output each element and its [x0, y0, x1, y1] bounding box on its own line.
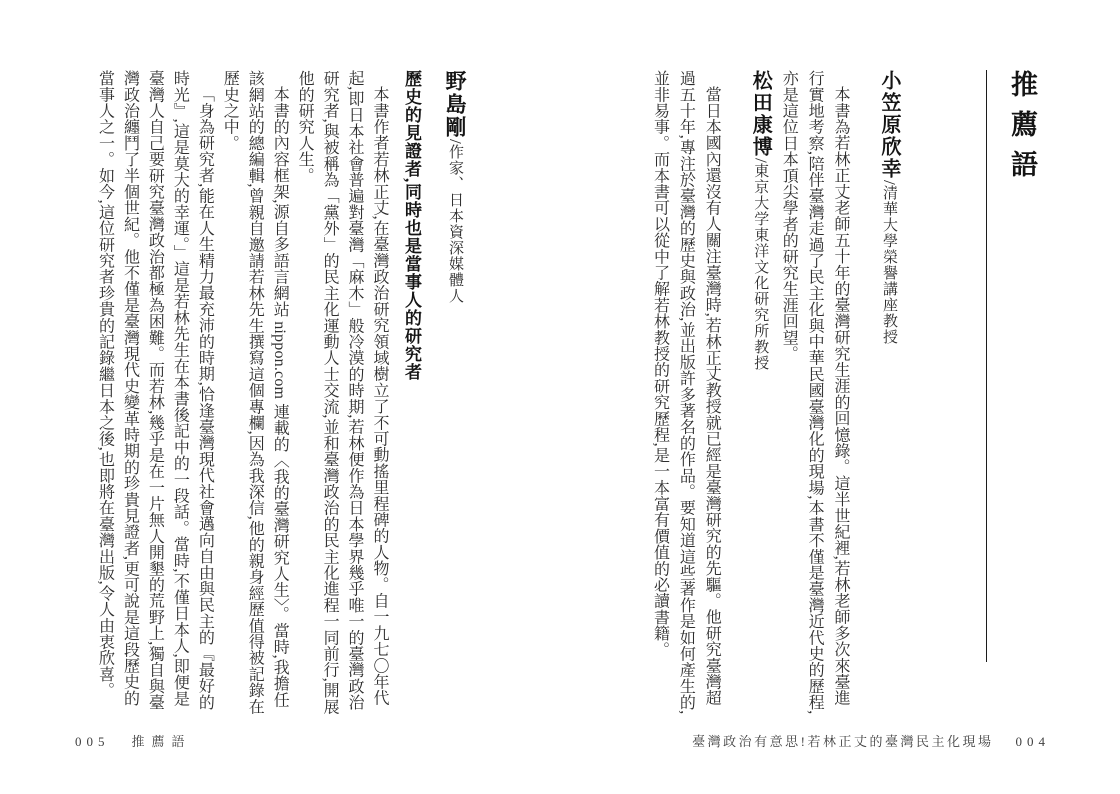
chapter-title-column	[986, 70, 1042, 662]
recommendation-paragraph: 當日本國內還沒有人關注臺灣時,若林正丈教授就已經是臺灣研究的先驅。他研究臺灣超過五十年,專注於臺灣的歷史與政治,並出版許多著名的作品。要知道這些著作是如何產生的,並非易事。而本書可以從中了解若林教授的研究歷程,是一本富有價值的必讀書籍。	[651, 70, 721, 715]
recommendation-ogasawara	[775, 70, 904, 720]
recommender-name: 小笠原欣幸	[878, 70, 900, 180]
name-affiliation-separator: /	[880, 180, 899, 185]
name-affiliation-separator: /	[751, 158, 771, 163]
left-page-footer	[75, 731, 192, 750]
recommendation-paragraph: 本書為若林正丈老師五十年的臺灣研究生涯的回憶錄。這半世紀裡,若林老師多次來臺進行實地考察,陪伴臺灣走過了民主化與中華民國臺灣化的現場,本書不僅是臺灣近代史的歷程,亦是這位日本頂尖學者的研究生涯回望。	[780, 70, 849, 715]
name-affiliation-separator: /	[446, 139, 465, 144]
recommender-affiliation: 東京大学東洋文化研究所教授	[752, 162, 769, 371]
running-book-title: 臺灣政治有意思!若林正丈的臺灣民主化現場	[692, 734, 994, 749]
recommender-header-nojima	[440, 70, 470, 720]
left-page-text-block	[84, 70, 470, 720]
right-page-text-block	[618, 70, 1042, 720]
recommender-header-matsuda	[746, 70, 775, 720]
recommender-header-ogasawara	[875, 70, 904, 720]
page-right	[560, 0, 1120, 794]
recommender-affiliation: 作家、日本資深媒體人	[447, 143, 463, 304]
recommendation-paragraph: 「身為研究者,能在人生精力最充沛的時期,恰逢臺灣現代社會邁向自由與民主的『最好的時光』,這是莫大的幸運。」這是若林先生在本書後記中的一段話。當時,不僅日本人,即便是臺灣人自己要研究臺灣政治都極為困難。而若林,幾乎是在一片無人開墾的荒野上,獨自與臺灣政治纏鬥了半個世紀。他不僅是臺灣現代史變革時期的珍貴見證者,更可說是這段歷史的當事人之一。如今,這位研究者珍貴的記錄繼日本之後,也即將在臺灣出版,令人由衷欣喜。	[96, 70, 214, 711]
recommendation-paragraph: 本書的內容框架,源自多語言網站 nippon.com 連載的〈我的臺灣研究人生〉。當時,我擔任該網站的總編輯,曾親自邀請若林先生撰寫這個專欄,因為我深信,他的親身經歷值得被記錄在歷史之中。	[221, 70, 289, 715]
running-section-title: 推薦語	[131, 734, 192, 749]
recommendation-matsuda	[647, 70, 776, 720]
chapter-title: 推薦語	[1007, 70, 1037, 190]
recommendation-heading: 歷史的見證者,同時也是當事人的研究者	[402, 70, 421, 382]
right-page-footer	[692, 731, 1050, 750]
recommender-name: 野島剛	[443, 70, 467, 139]
page-number-left: 005	[75, 734, 110, 749]
recommendation-paragraph: 本書作者若林正丈,在臺灣政治研究領域樹立了不可動搖里程碑的人物。自一九七〇年代起,即日本社會普遍對臺灣「麻木」般冷漠的時期,若林便作為日本學界幾乎唯一的臺灣政治研究者,與被稱為「黨外」的民主化運動人士交流,並和臺灣政治的民主化進程一同前行,開展他的研究人生。	[296, 70, 388, 715]
recommender-name: 松田康博	[749, 70, 772, 158]
recommender-affiliation: 清華大學榮譽講座教授	[881, 184, 897, 345]
page-number-right: 004	[1015, 734, 1050, 749]
